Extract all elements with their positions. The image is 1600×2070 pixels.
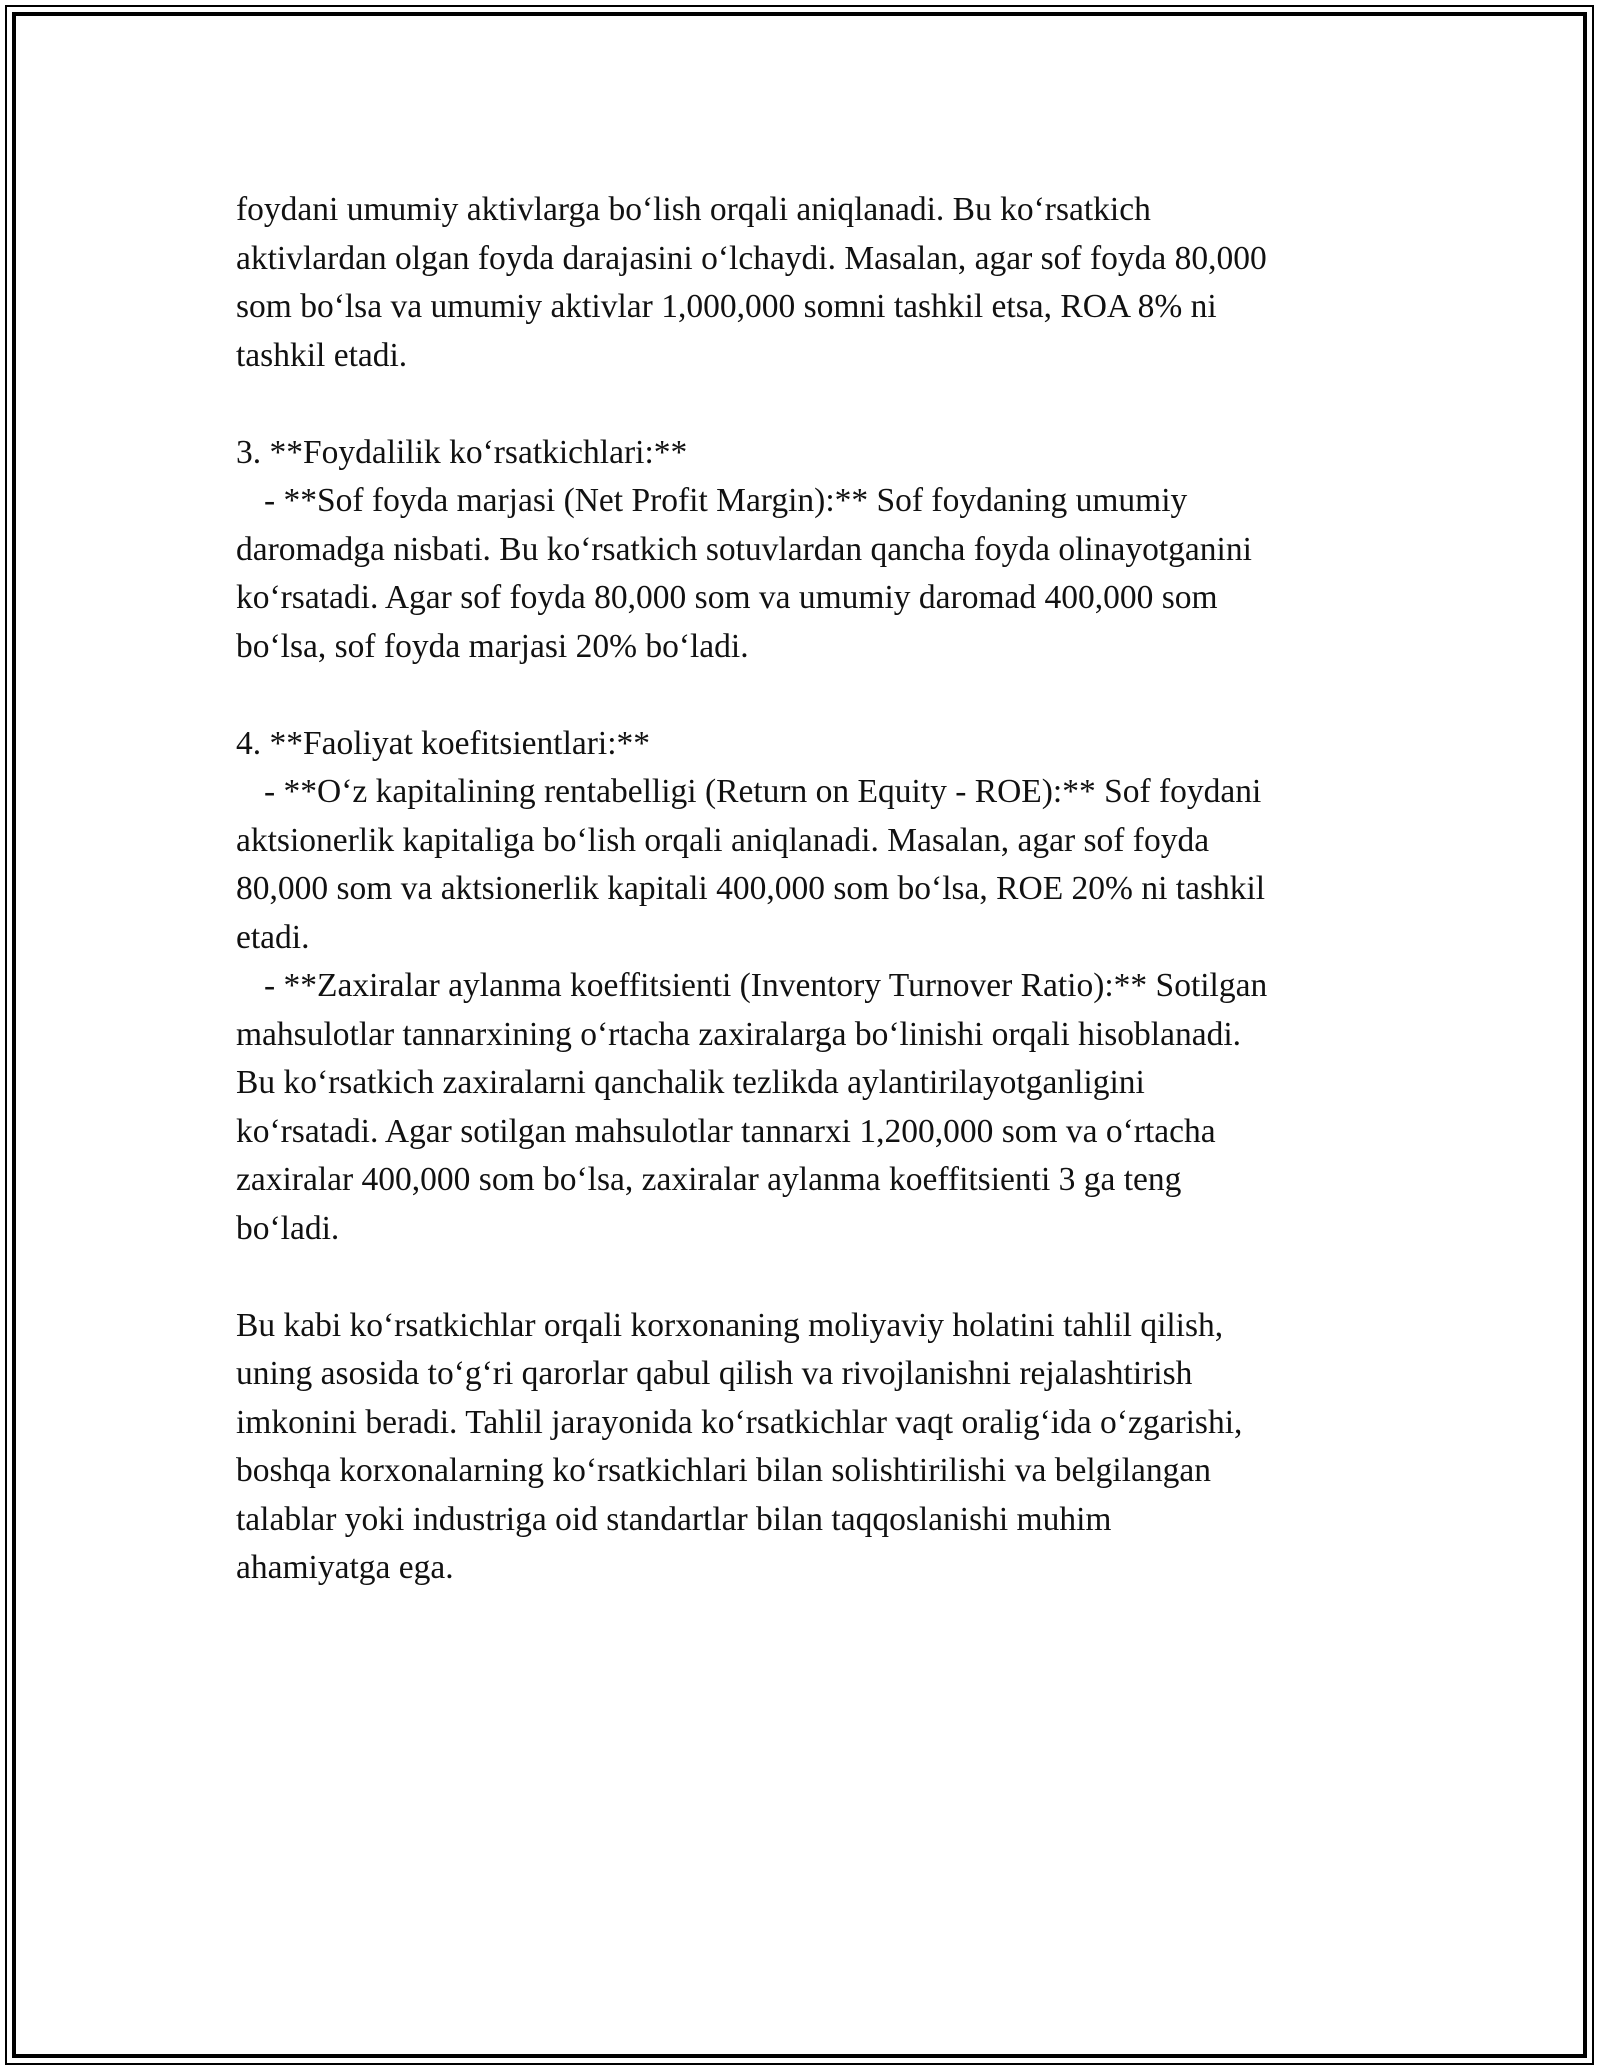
text-line: ko‘rsatadi. Agar sof foyda 80,000 som va umumiy daromad 400,000 som: [236, 579, 1218, 616]
paragraph-roa: [236, 186, 1406, 380]
text-line: uning asosida to‘g‘ri qarorlar qabul qilish va rivojlanishni rejalashtirish: [236, 1355, 1193, 1392]
heading-text: 3. **Foydalilik ko‘rsatkichlari:**: [236, 433, 688, 471]
section-3-item-net-profit-margin: [236, 477, 1406, 671]
paragraph-spacer: [236, 380, 1406, 429]
section-4-item-roe: [236, 768, 1406, 962]
section-4-item-inventory-turnover: [236, 962, 1406, 1253]
section-3-heading: [236, 429, 1406, 478]
text-line: ko‘rsatadi. Agar sotilgan mahsulotlar tannarxi 1,200,000 som va o‘rtacha: [236, 1112, 1216, 1150]
text-line: aktivlardan olgan foyda darajasini o‘lchaydi. Masalan, agar sof foyda 80,000: [236, 239, 1267, 277]
text-line: 80,000 som va aktsionerlik kapitali 400,000 som bo‘lsa, ROE 20% ni tashkil: [236, 870, 1266, 907]
paragraph-conclusion: [236, 1302, 1406, 1593]
text-line: bo‘lsa, sof foyda marjasi 20% bo‘ladi.: [236, 627, 749, 665]
text-line: aktsionerlik kapitaliga bo‘lish orqali aniqlanadi. Masalan, agar sof foyda: [236, 821, 1210, 859]
text-line: - **Sof foyda marjasi (Net Profit Margin):** Sof foydaning umumiy: [264, 482, 1188, 519]
text-line: zaxiralar 400,000 som bo‘lsa, zaxiralar aylanma koeffitsienti 3 ga teng: [236, 1161, 1182, 1198]
text-line: tashkil etadi.: [236, 336, 408, 374]
heading-text: 4. **Faoliyat koefitsientlari:**: [236, 724, 651, 762]
text-line: Bu kabi ko‘rsatkichlar orqali korxonaning moliyaviy holatini tahlil qilish,: [236, 1306, 1224, 1344]
text-line: - **O‘z kapitalining rentabelligi (Return on Equity - ROE):** Sof foydani: [264, 773, 1262, 810]
text-line: etadi.: [236, 918, 310, 956]
text-line: daromadga nisbati. Bu ko‘rsatkich sotuvlardan qancha foyda olinayotganini: [236, 530, 1252, 568]
text-line: - **Zaxiralar aylanma koeffitsienti (Inventory Turnover Ratio):** Sotilgan: [264, 967, 1268, 1004]
text-line: ahamiyatga ega.: [236, 1549, 454, 1586]
text-line: boshqa korxonalarning ko‘rsatkichlari bilan solishtirilishi va belgilangan: [236, 1452, 1212, 1489]
text-line: foydani umumiy aktivlarga bo‘lish orqali aniqlanadi. Bu ko‘rsatkich: [236, 191, 1151, 228]
document-body: [236, 186, 1406, 1593]
text-line: talablar yoki industriga oid standartlar bilan taqqoslanishi muhim: [236, 1500, 1112, 1538]
text-line: som bo‘lsa va umumiy aktivlar 1,000,000 somni tashkil etsa, ROA 8% ni: [236, 288, 1217, 325]
paragraph-spacer: [236, 1253, 1406, 1302]
section-4-heading: [236, 720, 1406, 769]
text-line: mahsulotlar tannarxining o‘rtacha zaxiralarga bo‘linishi orqali hisoblanadi.: [236, 1015, 1241, 1053]
text-line: imkonini beradi. Tahlil jarayonida ko‘rsatkichlar vaqt oralig‘ida o‘zgarishi,: [236, 1403, 1243, 1441]
text-line: Bu ko‘rsatkich zaxiralarni qanchalik tezlikda aylantirilayotganligini: [236, 1064, 1145, 1101]
text-line: bo‘ladi.: [236, 1209, 340, 1247]
paragraph-spacer: [236, 671, 1406, 720]
